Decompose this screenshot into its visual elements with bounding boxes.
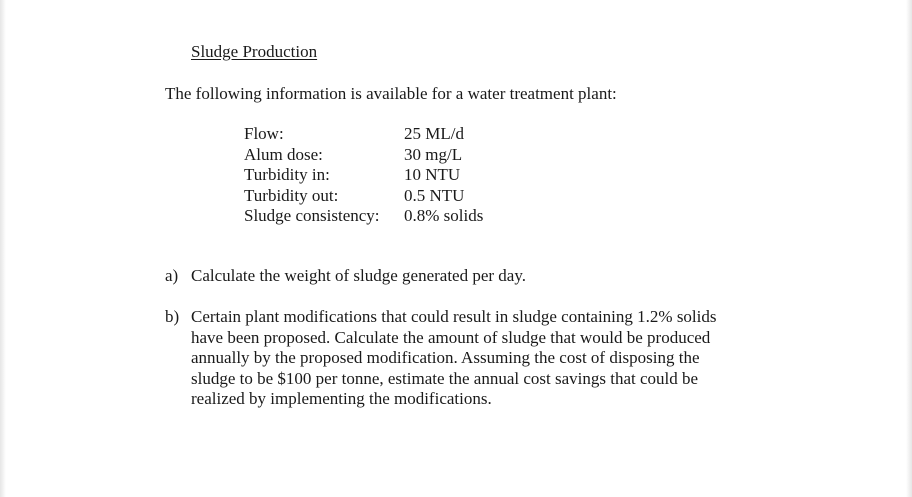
parameter-value: 10 NTU: [404, 165, 461, 184]
parameter-value: 30 mg/L: [404, 144, 463, 164]
page-edge-left: [0, 0, 6, 497]
question-line: Calculate the weight of sludge generated per day.: [191, 266, 526, 285]
parameter-label: Turbidity in:: [244, 165, 330, 184]
parameter-value: 0.8% solids: [404, 206, 484, 225]
question-text: [191, 266, 751, 287]
question-line: realized by implementing the modifications.: [191, 389, 492, 408]
intro-text: The following information is available for a water treatment plant:: [165, 84, 617, 103]
page-edge-right: [906, 0, 912, 497]
parameter-label: Turbidity out:: [244, 185, 339, 205]
question-letter: a): [165, 266, 179, 285]
question-line: sludge to be $100 per tonne, estimate the annual cost savings that could be: [191, 368, 699, 388]
document-title: Sludge Production: [191, 42, 318, 61]
question-line: annually by the proposed modification. Assuming the cost of disposing the: [191, 348, 700, 367]
parameter-value: 0.5 NTU: [404, 185, 465, 205]
question-text: [191, 307, 751, 410]
parameter-label: Flow:: [244, 124, 284, 143]
parameter-value: 25 ML/d: [404, 124, 464, 143]
parameter-label: Sludge consistency:: [244, 206, 380, 225]
question-line: have been proposed. Calculate the amount of sludge that would be produced: [191, 327, 711, 347]
parameter-label: Alum dose:: [244, 144, 323, 164]
question-letter: b): [165, 307, 180, 326]
question-line: Certain plant modifications that could result in sludge containing 1.2% solids: [191, 307, 717, 326]
